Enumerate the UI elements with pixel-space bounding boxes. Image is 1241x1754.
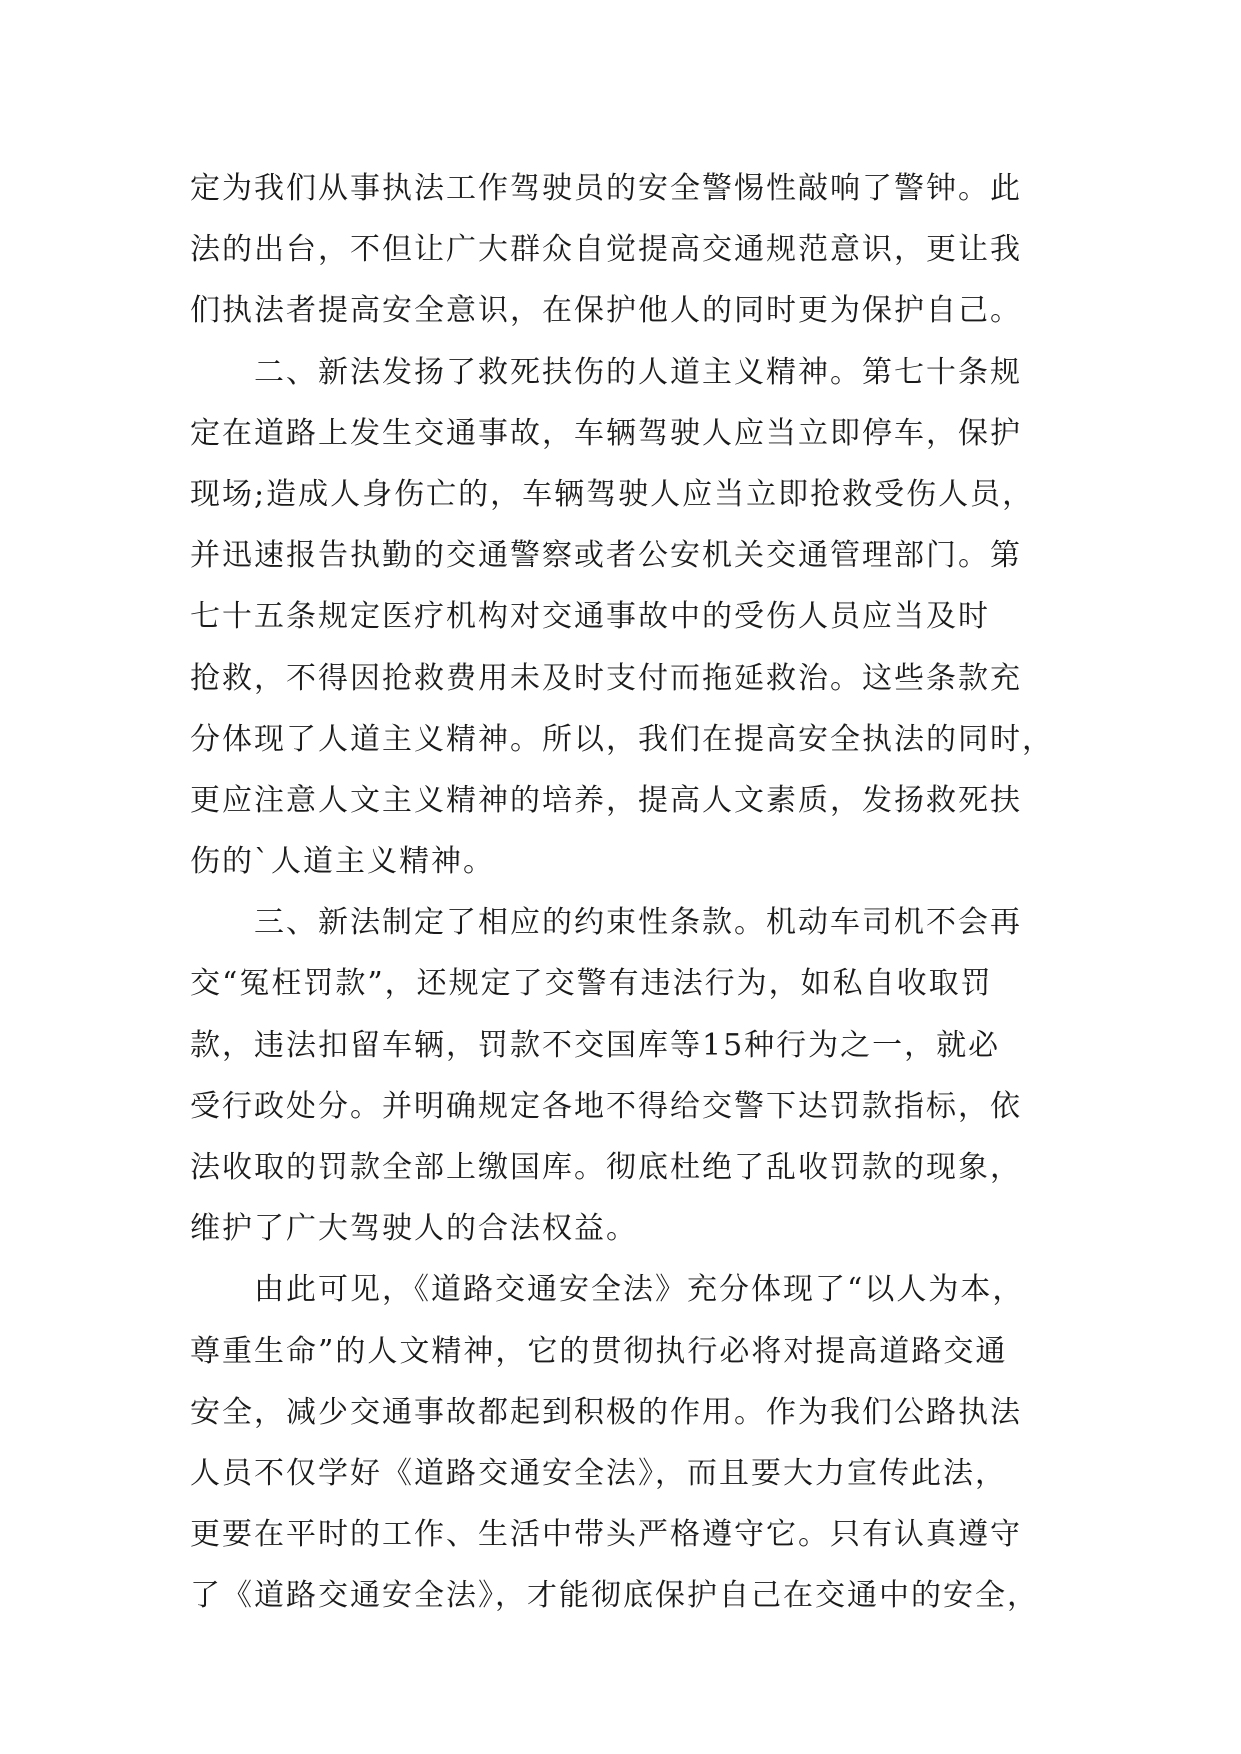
text-line: 定在道路上发生交通事故，车辆驾驶人应当立即停车，保护 <box>190 415 1022 451</box>
text-line: 维护了广大驾驶人的合法权益。 <box>190 1211 638 1247</box>
paragraph-start-line: 由此可见，《道路交通安全法》充分体现了“以人为本， <box>254 1272 1025 1308</box>
text-line: 人员不仅学好《道路交通安全法》，而且要大力宣传此法， <box>190 1455 1007 1491</box>
body-text <box>190 158 1090 1627</box>
paragraph-start-line: 二、新法发扬了救死扶伤的人道主义精神。第七十条规 <box>254 354 1022 390</box>
text-line: 定为我们从事执法工作驾驶员的安全警惕性敲响了警钟。此 <box>190 171 1022 206</box>
text-line: 七十五条规定医疗机构对交通事故中的受伤人员应当及时 <box>190 599 990 635</box>
text-line: 更要在平时的工作、生活中带头严格遵守它。只有认真遵守 <box>190 1517 1022 1553</box>
text-line: 伤的`人道主义精神。 <box>190 844 495 880</box>
text-line: 了《道路交通安全法》，才能彻底保护自己在交通中的安全， <box>190 1578 1039 1614</box>
text-line: 款，违法扣留车辆，罚款不交国库等15种行为之一，就必 <box>190 1027 1001 1063</box>
text-line: 法收取的罚款全部上缴国库。彻底杜绝了乱收罚款的现象， <box>190 1150 1022 1185</box>
text-line: 尊重生命”的人文精神，它的贯彻执行必将对提高道路交通 <box>190 1333 1008 1369</box>
text-line: 受行政处分。并明确规定各地不得给交警下达罚款指标，依 <box>190 1088 1022 1124</box>
text-line: 交“冤枉罚款”，还规定了交警有违法行为，如私自收取罚 <box>190 966 993 1002</box>
text-line: 安全，减少交通事故都起到积极的作用。作为我们公路执法 <box>190 1394 1022 1430</box>
text-line: 并迅速报告执勤的交通警察或者公安机关交通管理部门。第 <box>190 538 1022 574</box>
text-line: 分体现了人道主义精神。所以，我们在提高安全执法的同时， <box>190 721 1054 757</box>
text-line: 们执法者提高安全意识，在保护他人的同时更为保护自己。 <box>190 293 1022 329</box>
text-line: 更应注意人文主义精神的培养，提高人文素质，发扬救死扶 <box>190 782 1022 818</box>
text-line: 法的出台，不但让广大群众自觉提高交通规范意识，更让我 <box>190 232 1022 268</box>
text-line: 抢救，不得因抢救费用未及时支付而拖延救治。这些条款充 <box>190 660 1022 696</box>
paragraph-start-line: 三、新法制定了相应的约束性条款。机动车司机不会再 <box>254 905 1022 941</box>
text-line: 现场;造成人身伤亡的，车辆驾驶人应当立即抢救受伤人员， <box>190 476 1035 512</box>
